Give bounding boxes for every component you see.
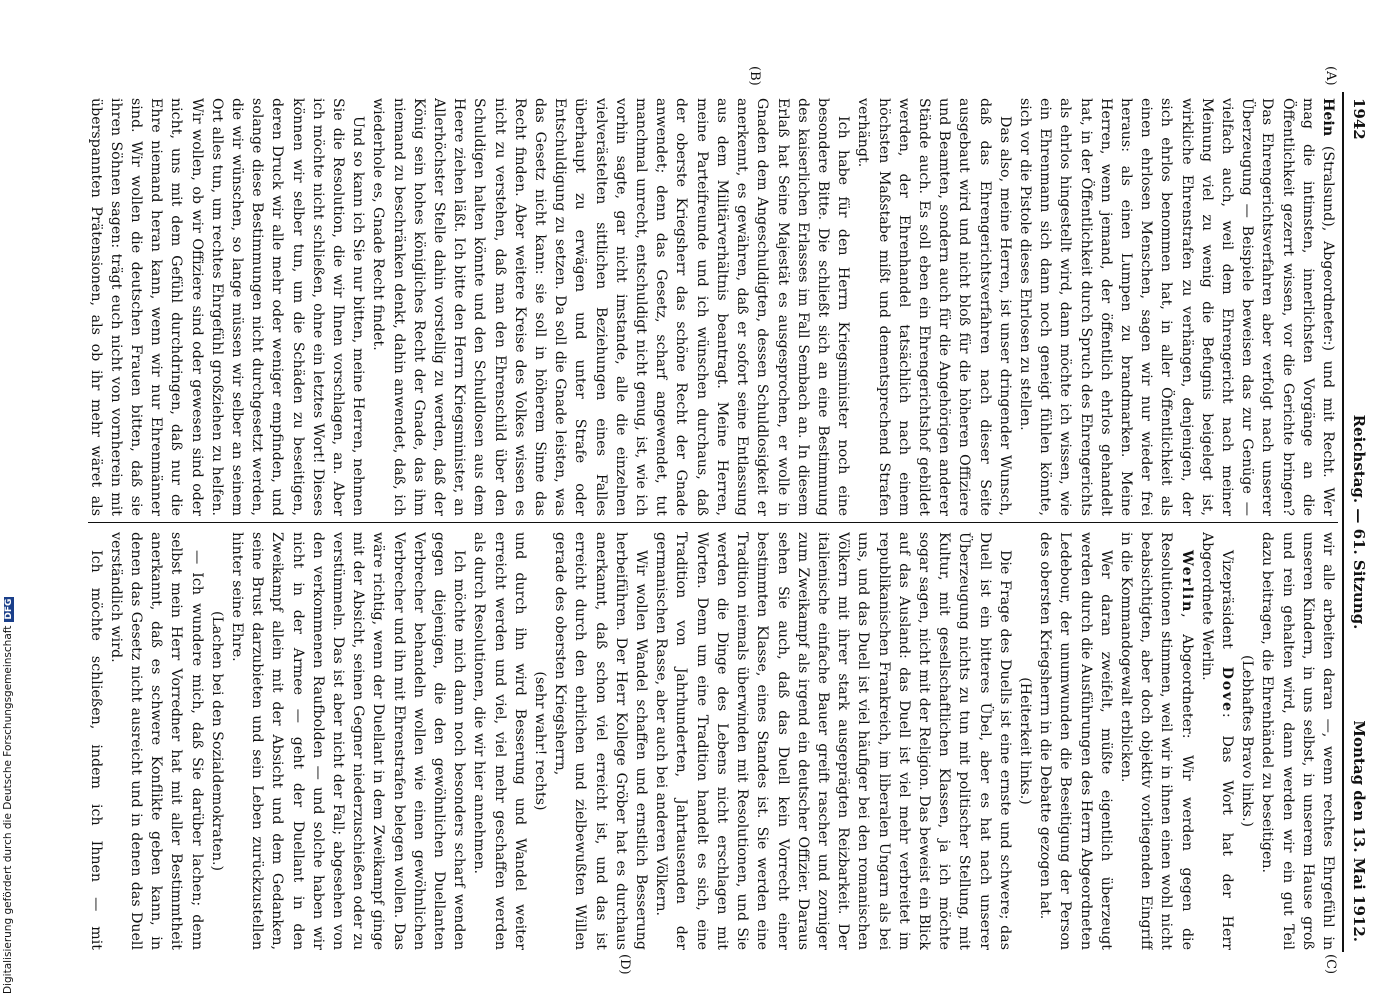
paragraph: und durch ihn wird Besserung und Wandel weiter erreicht werden und viel, viel mehr geschaffen werden als durch Resolutionen, die wir hier annehmen. — [471, 532, 528, 950]
applause-note: (Lebhaftes Bravo links.) — [1239, 654, 1256, 828]
dfg-logo: DFG — [4, 598, 14, 620]
paragraph: Und so kann ich Sie nur bitten, meine Herren, nehmen Sie die Resolution, die wir Ihnen vorschlagen, an. Aber ich möchte nicht schließen, ohne ein letztes Wort! Dieses können wir selber tun, um die Schäden zu beseitigen, deren Druck wir alle mehr oder weniger empfinden, und solange diese Bestimmungen nicht durchgesetzt werden, die wir wünschen, so lange müssen wir selber an seinem Ort alles tun, um rechtes Ehrgefühl großziehen zu helfen. Wir wollen, ob wir Offiziere sind oder gewesen sind oder nicht, uns mit dem Gefühl durchdringen, daß nur die Ehre niemand heran kann, wenn wir nur Ehrenmänner sind. Wir wollen die deutschen Frauen bitten, daß sie ihren Söhnen sagen: trägt euch nicht von vornherein mit überspannten Prätensionen, als ob ihr mehr wäret als — [88, 98, 367, 516]
speaker-name: Dove — [1218, 666, 1235, 713]
margin-mark-b: (B) — [747, 66, 762, 86]
paragraph: Das also, meine Herren, ist unser dringender Wunsch, daß das Ehrengerichtsverfahren nach dieser Seite ausgebaut wird und nicht bloß für die höheren Offiziere und Beamten, sondern auch für die Angehörigen anderer Stände auch. Es soll eben ein Ehrengerichtshof gebildet werden, der Ehrenhandel tatsächlich nach einem höchsten Maßstabe mißt und dementsprechend Strafen verhängt. — [855, 98, 1013, 516]
credit-text: Digitalisierung gefördert durch die Deutsche Forschungsgemeinschaft — [2, 625, 14, 994]
page-number: 1942 — [1350, 98, 1368, 140]
applause-note: (sehr wahr! rechts) — [532, 671, 549, 811]
page-header — [1346, 92, 1372, 952]
applause-note: (Heiterkeit links.) — [1016, 677, 1033, 805]
left-column — [88, 98, 1338, 516]
paragraph — [1116, 532, 1197, 950]
paragraph-text: (Stralsund), Abgeordneter:) und mit Recht. Wer mag die intimsten, innerlichsten Vorgänge an die Öffentlichkeit gezerrt wissen, vor die Gerichte bringen? Das Ehrengerichtsverfahren aber verfolgt nach unserer Überzeugung — Beispiele beweisen das zur Genüge — vielfach auch, weil dem Ehrengericht nach meiner Meinung viel zu wenig die Befugnis beigelegt ist, wirkliche Ehrenstrafen zu verhängen, denjenigen, der sich ehrlos benommen hat, in aller Öffentlichkeit als einen ehrlosen Menschen, sagen wir nur wieder frei heraus: als einen Lumpen zu brandmarken. Meine Herren, wenn jemand, der öffentlich ehrlos gehandelt hat, in der Öffentlichkeit durch Spruch des Ehrengerichts als ehrlos hingestellt wird, dann möchte ich wissen, wie ein Ehrenmann sich dann noch geneigt fühlen könnte, sich vor die Pistole dieses Ehrlosen zu stellen. — [1016, 98, 1336, 516]
paragraph — [1015, 98, 1338, 516]
paragraph: Die Frage des Duells ist eine ernste und schwere; das Duell ist ein bitteres Übel, aber es hat nach unserer Überzeugung nichts zu tun mit politischer Stellung, mit Kultur, mit gesellschaftlichen Klassen, ja ich möchte sogar sagen, nicht mit der Religion. Das beweist ein Blick auf das Ausland: das Duell ist viel mehr verbreitet im republikanischen Frankreich, im liberalen Ungarn als bei uns, und das Duell ist viel häufiger bei den romanischen Völkern mit ihrer stark ausgeprägten Reizbarkeit. Der italienische einfache Bauer greift rascher und zorniger zum Zweikampf als irgend ein deutscher Offizier. Daraus sehen Sie auch, daß das Duell kein Vorrecht einer bestimmten Klasse, eines Standes ist. Sie werden eine Tradition niemals überwinden mit Resolutionen, und Sie werden die Dinge des Lebens nicht erschlagen mit Worten. Denn um eine Tradition handelt es sich, eine Tradition von Jahrhunderten, Jahrtausenden der germanischen Rasse, aber auch bei anderen Völkern. — [653, 532, 1013, 950]
digitization-credit — [2, 597, 14, 994]
paragraph-text: : Das Wort hat der Herr Abgeordnete Werlin. — [1198, 532, 1235, 950]
column-divider — [88, 522, 1338, 523]
speaker-name: Werlin — [1178, 550, 1195, 614]
role-label: Vizepräsident — [1218, 550, 1235, 667]
paragraph: Wir wollen Wandel schaffen und ernstlich Besserung herbeiführen. Der Herr Kollege Gröber hat es durchaus anerkannt, daß schon viel erreicht ist, und das ist erreicht durch den ehrlichen und zielbewußten Willen gerade des obersten Kriegsherrn, — [552, 532, 650, 950]
page-title: Reichstag. — 61. Sitzung. — [1350, 414, 1368, 630]
applause-note: (Lachen bei den Sozialdemokraten.) — [208, 610, 225, 872]
margin-mark-d: (D) — [617, 954, 632, 975]
rotated-newspaper-page — [82, 66, 1372, 975]
margin-mark-a: (A) — [1323, 66, 1338, 86]
speaker-name: Hein — [1320, 98, 1336, 137]
paragraph: — Ich wundere mich, daß Sie darüber lachen; denn selbst mein Herr Vorredner hat mit aller Bestimmtheit anerkannt, daß es schwere Konflikte geben kann, in denen das Gesetz nicht ausreicht und in denen das Duell verständlich wird. — [107, 532, 205, 950]
paragraph: Ich habe für den Herrn Kriegsminister noch eine besondere Bitte. Die schließt sich an eine Bestimmung des kaiserlichen Erlasses im Fall Sembach an. In diesem Erlaß hat Seine Majestät es ausgesprochen, er wolle in Gnaden dem Angeschuldigten, dessen Schuldlosigkeit er anerkennt, es gewähren, daß er sofort seine Entlassung aus dem Militärverhältnis beantragt. Meine Herren, meine Parteifreunde und ich wünschen durchaus, daß der oberste Kriegsherr das schöne Recht der Gnade anwendet; denn das Gesetz, scharf angewendet, tut manchmal unrecht, entschuldigt nicht genug, ist, wie ich vorhin sagte, gar nicht imstande, alle die einzelnen vielverästelten sittlichen Beziehungen eines Falles überhaupt zu erwägen und unter Strafe oder Entschuldigung zu setzen. Da soll die Gnade leisten, was das Gesetz nicht kann: sie soll in höherem Sinne das Recht finden. Aber weitere Kreise des Volkes wissen es nicht zu verstehen, daß man den Ehrenschild über den Schuldigen halten könnte und den Schuldlosen aus dem Heere ziehen läßt. Ich bitte den Herrn Kriegsminister, an Allerhöchster Stelle dahin vorstellig zu werden, daß der König sein hohes königliches Recht der Gnade, das ihm niemand zu beschränken denkt, dahin anwendet, daß, ich wiederhole es, Gnade Recht findet. — [370, 98, 852, 516]
paragraph: Ich möchte mich dann noch besonders scharf wenden gegen diejenigen, die den gewöhnlichen Duellanten Verbrecher behandeln wollen wie einen gewöhnlichen Verbrecher und ihn mit Ehrenstrafen belegen wollen. Das wäre richtig, wenn der Duellant in dem Zweikampf ginge mit der Absicht, seinen Gegner niederzuschießen oder zu verstümmeln. Das ist aber nicht der Fall; abgesehen von den verkommenen Raufbolden — und solche haben wir nicht in der Armee — geht der Duellant in den Zweikampf allein mit der Absicht und dem Gedanken, seine Brust darzubieten und sein Leben zurückzustellen hinter seine Ehre. — [229, 532, 468, 950]
session-date: Montag den 13. Mai 1912. — [1350, 720, 1368, 942]
header-divider — [1342, 92, 1344, 952]
margin-mark-c: (C) — [1323, 954, 1338, 975]
paragraph-text: , Abgeordneter: Wir werden gegen die Resolutionen stimmen, weil wir in ihnen einen wohl nicht beabsichtigten, aber doch objektiv vorliegenden Eingriff in die Kommandogewalt erblicken. — [1117, 532, 1195, 950]
paragraph: wir alle arbeiten daran —, wenn rechtes Ehrgefühl in unseren Kindern, in uns selbst, in unserem Hause groß und rein gehalten wird, dann werden wir ein gut Teil dazu beitragen, die Ehrenhändel zu beseitigen. — [1259, 532, 1336, 950]
right-column — [88, 532, 1338, 950]
paragraph — [1197, 532, 1237, 950]
paragraph: Ich möchte schließen, indem ich Ihnen — mit — [88, 550, 104, 950]
paragraph: Wer daran zweifelt, müßte eigentlich überzeugt werden durch die Ausführungen des Herrn Abgeordneten Ledebour, der unumwunden die Beseitigung der Person des obersten Kriegsherrn in die Debatte gezogen hat. — [1037, 532, 1114, 950]
